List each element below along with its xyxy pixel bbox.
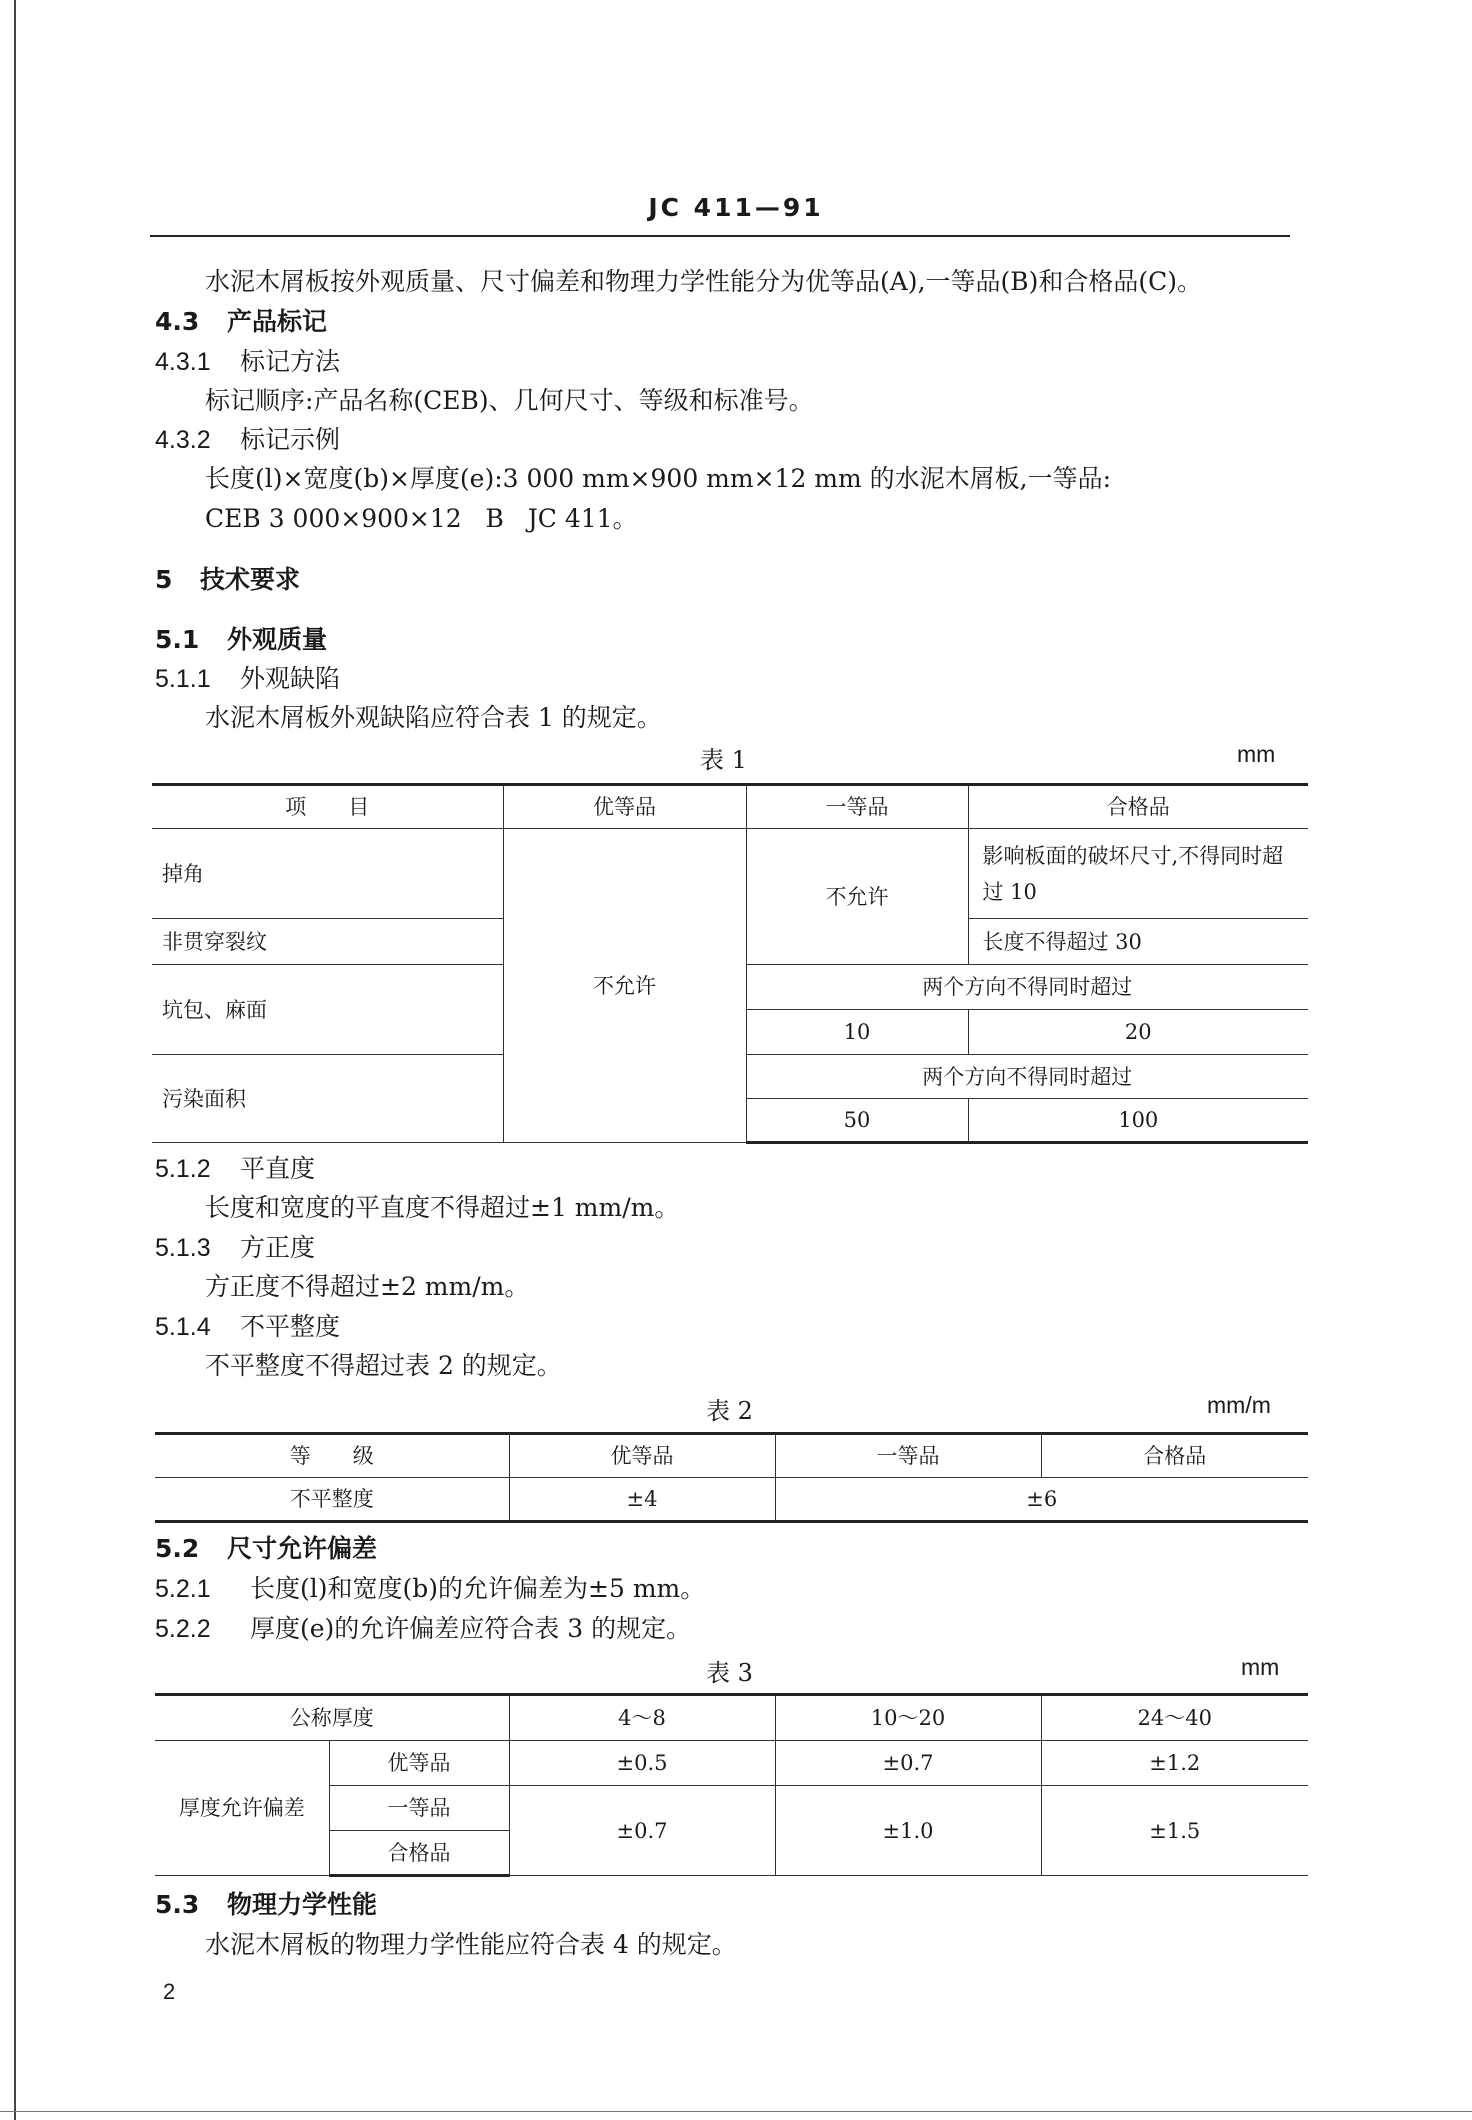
section-number: 4.3 (155, 307, 200, 336)
section-number: 5 (155, 565, 173, 594)
section-title: 尺寸允许偏差 (227, 1534, 378, 1563)
section-text: 长度(l)和宽度(b)的允许偏差为±5 mm。 (250, 1574, 706, 1603)
page-border-left (14, 0, 16, 2120)
section-title: 外观缺陷 (240, 664, 341, 693)
intro-paragraph: 水泥木屑板按外观质量、尺寸偏差和物理力学性能分为优等品(A),一等品(B)和合格品(C)。 (205, 267, 1203, 296)
section-5-3 (155, 1888, 377, 1922)
section-5-1-1 (155, 662, 340, 696)
table1-header-item: 项 目 (152, 785, 503, 829)
section-5-1 (155, 623, 327, 657)
table3-range-3: 24～40 (1041, 1695, 1308, 1741)
table2-header-grade: 等 级 (155, 1434, 509, 1478)
table2-row-label: 不平整度 (155, 1478, 509, 1522)
table1-item-pit: 坑包、麻面 (152, 965, 503, 1055)
section-5-1-4-text: 不平整度不得超过表 2 的规定。 (205, 1351, 562, 1380)
section-4-3 (155, 305, 327, 339)
section-5-1-2 (155, 1152, 315, 1186)
section-number: 5.1.2 (155, 1155, 211, 1183)
section-4-3-2-text-1: 长度(l)×宽度(b)×厚度(e):3 000 mm×900 mm×12 mm 的水泥木屑板,一等品: (205, 464, 1112, 493)
table1-header-grade-a: 优等品 (503, 785, 746, 829)
table1-item-stain: 污染面积 (152, 1055, 503, 1143)
table1-item-corner: 掉角 (152, 829, 503, 919)
section-title: 平直度 (240, 1154, 316, 1183)
table1-grade-b-not-allowed: 不允许 (746, 829, 968, 965)
section-4-3-2 (155, 423, 340, 457)
page-number: 2 (163, 1979, 176, 2004)
section-text: 厚度(e)的允许偏差应符合表 3 的规定。 (250, 1614, 692, 1643)
section-5-2 (155, 1532, 377, 1566)
section-title: 技术要求 (200, 565, 301, 594)
section-title: 标记示例 (240, 425, 341, 454)
table2-unit: mm/m (1207, 1392, 1271, 1418)
section-title: 不平整度 (240, 1312, 341, 1341)
section-title: 标记方法 (240, 347, 341, 376)
table3-header-nominal-thickness: 公称厚度 (155, 1695, 509, 1741)
section-5-1-2-text: 长度和宽度的平直度不得超过±1 mm/m。 (205, 1193, 680, 1222)
section-5-1-3-text: 方正度不得超过±2 mm/m。 (205, 1272, 530, 1301)
section-number: 5.3 (155, 1890, 200, 1919)
table3-caption: 表 3 (706, 1659, 753, 1687)
table1-header-grade-b: 一等品 (746, 785, 968, 829)
section-4-3-1-text: 标记顺序:产品名称(CEB)、几何尺寸、等级和标准号。 (205, 386, 814, 415)
table1-corner-limit: 影响板面的破坏尺寸,不得同时超过 10 (968, 829, 1308, 919)
section-5-2-2 (155, 1612, 691, 1646)
table1-stain-both-directions: 两个方向不得同时超过 (746, 1055, 1308, 1099)
table3-range-2: 10～20 (775, 1695, 1041, 1741)
section-title: 方正度 (240, 1233, 316, 1262)
table2-caption: 表 2 (706, 1397, 753, 1425)
table1-crack-limit: 长度不得超过 30 (968, 919, 1308, 965)
section-number: 5.1 (155, 625, 200, 654)
section-number: 5.2.1 (155, 1575, 211, 1603)
section-title: 外观质量 (227, 625, 328, 654)
table1-stain-grade-b: 50 (746, 1099, 968, 1143)
table3 (155, 1693, 1308, 1877)
table2-value-grade-a: ±4 (509, 1478, 775, 1522)
section-number: 4.3.2 (155, 426, 211, 454)
table3-grade-a-range-1: ±0.5 (509, 1741, 775, 1786)
header-rule (150, 235, 1290, 237)
table3-grade-b-label: 一等品 (329, 1786, 509, 1831)
table1-pit-grade-c: 20 (968, 1010, 1308, 1055)
table1-caption: 表 1 (700, 746, 747, 774)
section-number: 5.1.3 (155, 1234, 211, 1262)
table2-value-grade-bc: ±6 (775, 1478, 1308, 1522)
table3-unit: mm (1241, 1654, 1280, 1680)
table3-grade-a-label: 优等品 (329, 1741, 509, 1786)
table1-grade-a-not-allowed: 不允许 (503, 829, 746, 1143)
table1 (152, 783, 1308, 1144)
table1-pit-grade-b: 10 (746, 1010, 968, 1055)
section-5-1-3 (155, 1231, 315, 1265)
table2 (155, 1432, 1308, 1523)
table3-grade-bc-range-1: ±0.7 (509, 1786, 775, 1876)
section-4-3-1 (155, 345, 340, 379)
table3-grade-c-label: 合格品 (329, 1831, 509, 1876)
table3-grade-a-range-3: ±1.2 (1041, 1741, 1308, 1786)
section-title: 物理力学性能 (227, 1890, 378, 1919)
section-number: 5.1.1 (155, 665, 211, 693)
table2-header-grade-b: 一等品 (775, 1434, 1041, 1478)
section-number: 5.2 (155, 1534, 200, 1563)
section-5 (155, 563, 300, 597)
doc-code-header: JC 411—91 (648, 193, 824, 222)
table1-item-crack: 非贯穿裂纹 (152, 919, 503, 965)
section-5-3-text: 水泥木屑板的物理力学性能应符合表 4 的规定。 (205, 1930, 737, 1959)
section-number: 4.3.1 (155, 348, 211, 376)
table3-range-1: 4～8 (509, 1695, 775, 1741)
section-number: 5.2.2 (155, 1615, 211, 1643)
table1-header-grade-c: 合格品 (968, 785, 1308, 829)
section-5-1-1-text: 水泥木屑板外观缺陷应符合表 1 的规定。 (205, 703, 662, 732)
section-title: 产品标记 (227, 307, 328, 336)
section-5-1-4 (155, 1310, 340, 1344)
section-5-2-1 (155, 1572, 705, 1606)
page-border-bottom (0, 2111, 1472, 2112)
table1-unit: mm (1237, 741, 1276, 767)
section-4-3-2-text-2: CEB 3 000×900×12 B JC 411。 (205, 504, 638, 533)
table3-grade-bc-range-3: ±1.5 (1041, 1786, 1308, 1876)
table2-header-grade-a: 优等品 (509, 1434, 775, 1478)
table3-grade-bc-range-2: ±1.0 (775, 1786, 1041, 1876)
table3-grade-a-range-2: ±0.7 (775, 1741, 1041, 1786)
section-number: 5.1.4 (155, 1313, 211, 1341)
table2-header-grade-c: 合格品 (1041, 1434, 1308, 1478)
table1-pit-both-directions: 两个方向不得同时超过 (746, 965, 1308, 1010)
table1-stain-grade-c: 100 (968, 1099, 1308, 1143)
table3-deviation-label: 厚度允许偏差 (155, 1741, 329, 1876)
